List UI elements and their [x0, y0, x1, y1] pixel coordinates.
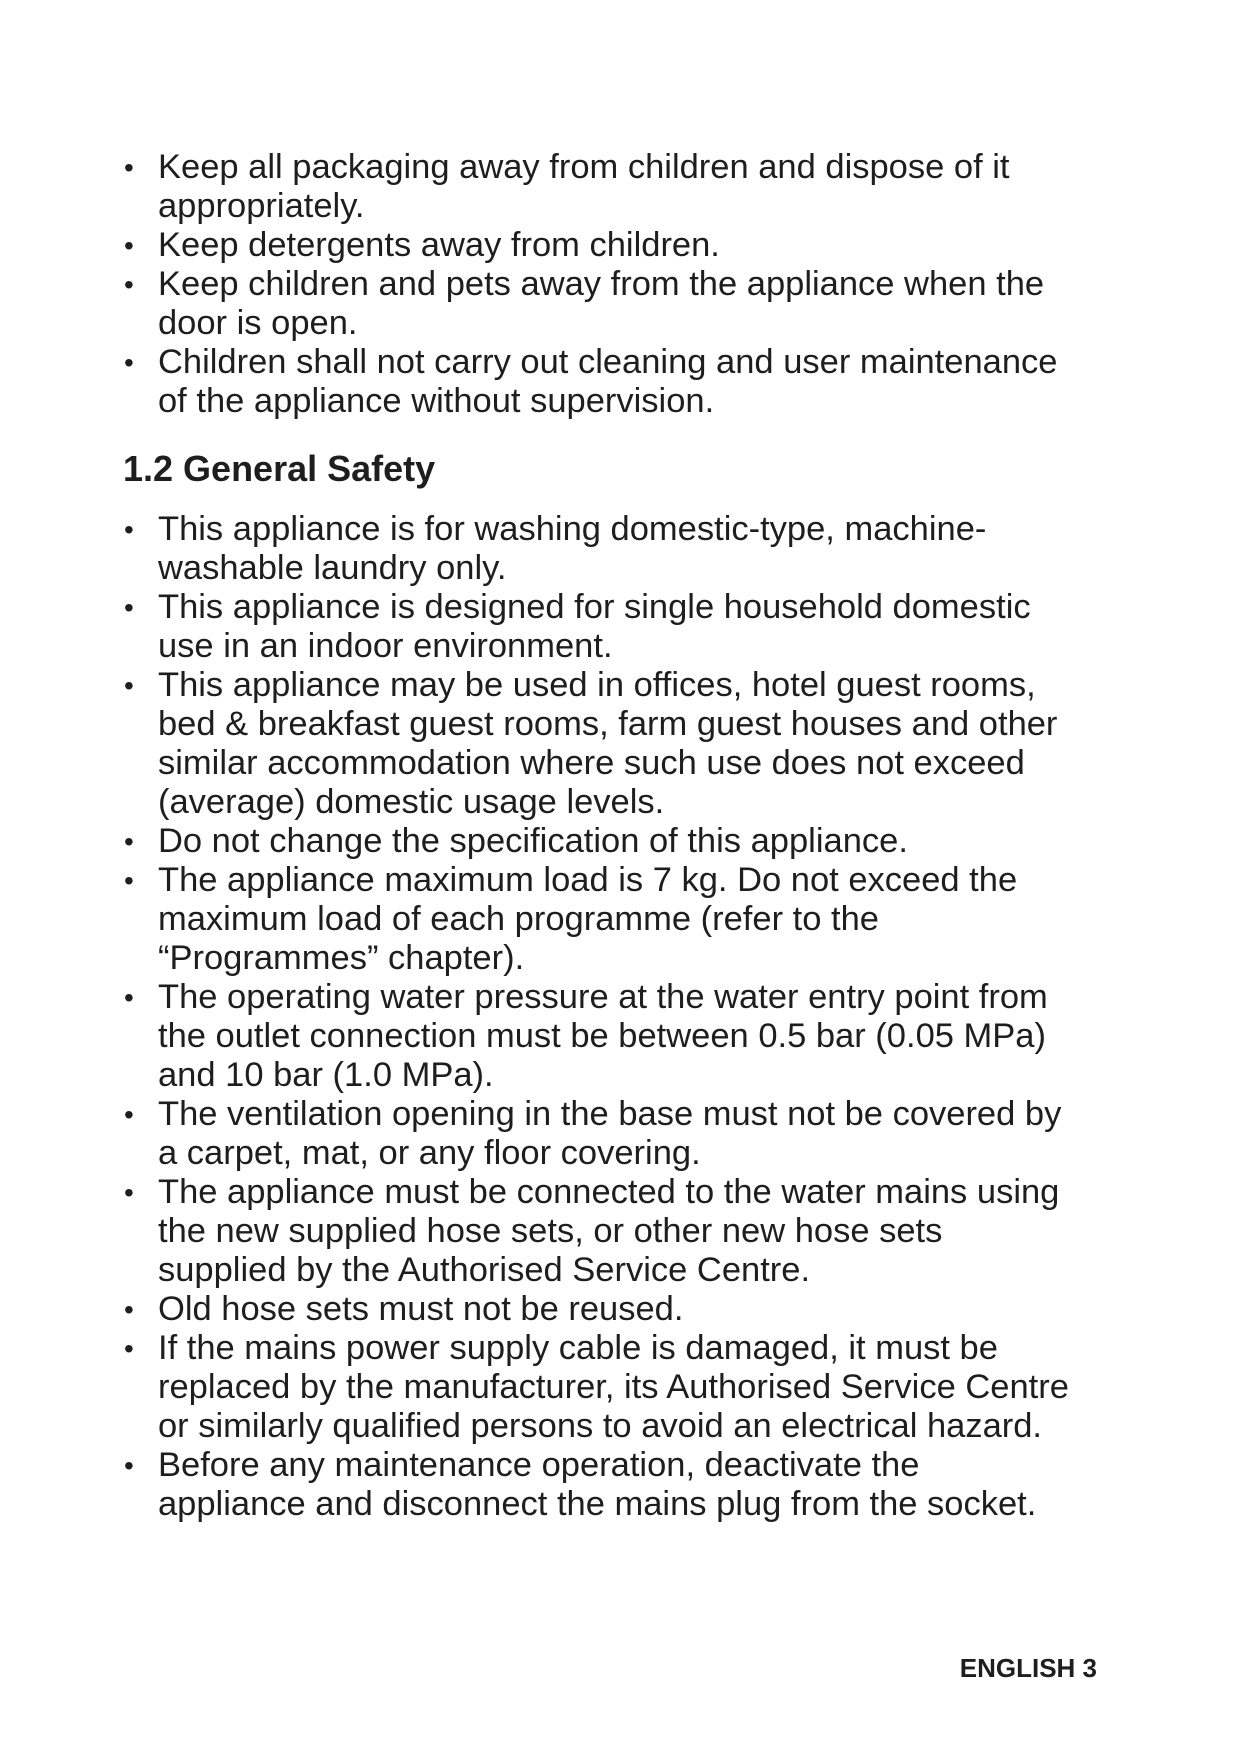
bullet-icon: • — [124, 982, 134, 1013]
list-item-text-line: This appliance is designed for single household domestic — [158, 588, 1031, 626]
list-item-text-line: This appliance is for washing domestic-type, machine- — [158, 510, 987, 548]
list-item-text-line: Keep children and pets away from the appliance when the — [158, 265, 1045, 303]
list-item-text-line: replaced by the manufacturer, its Authorised Service Centre — [158, 1368, 1069, 1406]
list-item-text-line: maximum load of each programme (refer to the — [158, 900, 879, 938]
list-item-text-line: “Programmes” chapter). — [158, 939, 525, 977]
list-item-text-line: a carpet, mat, or any floor covering. — [158, 1134, 701, 1172]
list-item-text-line: appliance and disconnect the mains plug from the socket. — [158, 1485, 1037, 1523]
list-item — [122, 148, 1132, 226]
list-item-text-line: supplied by the Authorised Service Centre. — [158, 1251, 811, 1289]
list-item-text-line: If the mains power supply cable is damaged, it must be — [158, 1329, 998, 1367]
list-item-text-line: Old hose sets must not be reused. — [158, 1290, 684, 1328]
list-item — [122, 588, 1132, 666]
bullet-icon: • — [124, 1333, 134, 1364]
list-item-text-line: use in an indoor environment. — [158, 627, 613, 665]
list-item — [122, 226, 1132, 265]
bullet-icon: • — [124, 1099, 134, 1130]
list-item-text-line: Keep all packaging away from children and dispose of it — [158, 148, 1010, 186]
list-item-text-line: Do not change the specification of this appliance. — [158, 822, 908, 860]
list-item — [122, 1173, 1132, 1290]
list-item-text-line: The appliance must be connected to the water mains using — [158, 1173, 1060, 1211]
bullet-icon: • — [124, 269, 134, 300]
general-safety-list — [122, 510, 1132, 1524]
list-item-text-line: Keep detergents away from children. — [158, 226, 720, 264]
list-item — [122, 1329, 1132, 1446]
bullet-icon: • — [124, 514, 134, 545]
list-item-text-line: (average) domestic usage levels. — [158, 783, 665, 821]
list-item-text-line: bed & breakfast guest rooms, farm guest houses and other — [158, 705, 1058, 743]
list-item — [122, 1095, 1132, 1173]
bullet-icon: • — [124, 592, 134, 623]
list-item — [122, 510, 1132, 588]
bullet-icon: • — [124, 1450, 134, 1481]
list-item-text-line: The ventilation opening in the base must not be covered by — [158, 1095, 1062, 1133]
list-item-text-line: Children shall not carry out cleaning and user maintenance — [158, 343, 1058, 381]
list-item — [122, 978, 1132, 1095]
page-number-footer: ENGLISH 3 — [959, 1653, 1097, 1683]
section-heading: 1.2 General Safety — [123, 448, 436, 489]
bullet-icon: • — [124, 230, 134, 261]
list-item-text-line: Before any maintenance operation, deactivate the — [158, 1446, 920, 1484]
list-item-text-line: appropriately. — [158, 187, 365, 225]
list-item-text-line: similar accommodation where such use does not exceed — [158, 744, 1025, 782]
list-item-text-line: This appliance may be used in offices, hotel guest rooms, — [158, 666, 1036, 704]
bullet-icon: • — [124, 1177, 134, 1208]
list-item-text-line: or similarly qualified persons to avoid an electrical hazard. — [158, 1407, 1043, 1445]
list-item — [122, 343, 1132, 421]
list-item — [122, 666, 1132, 822]
list-item-text-line: door is open. — [158, 304, 358, 342]
bullet-icon: • — [124, 347, 134, 378]
intro-safety-list — [122, 148, 1132, 421]
list-item — [122, 822, 1132, 861]
list-item — [122, 861, 1132, 978]
list-item-text-line: The appliance maximum load is 7 kg. Do not exceed the — [158, 861, 1018, 899]
list-item-text-line: the outlet connection must be between 0.5 bar (0.05 MPa) — [158, 1017, 1046, 1055]
list-item-text-line: The operating water pressure at the water entry point from — [158, 978, 1048, 1016]
list-item-text-line: and 10 bar (1.0 MPa). — [158, 1056, 494, 1094]
bullet-icon: • — [124, 670, 134, 701]
list-item-text-line: of the appliance without supervision. — [158, 382, 715, 420]
bullet-icon: • — [124, 865, 134, 896]
bullet-icon: • — [124, 1294, 134, 1325]
bullet-icon: • — [124, 826, 134, 857]
list-item — [122, 1446, 1132, 1524]
bullet-icon: • — [124, 152, 134, 183]
list-item — [122, 265, 1132, 343]
list-item-text-line: the new supplied hose sets, or other new hose sets — [158, 1212, 943, 1250]
list-item-text-line: washable laundry only. — [158, 549, 507, 587]
list-item — [122, 1290, 1132, 1329]
